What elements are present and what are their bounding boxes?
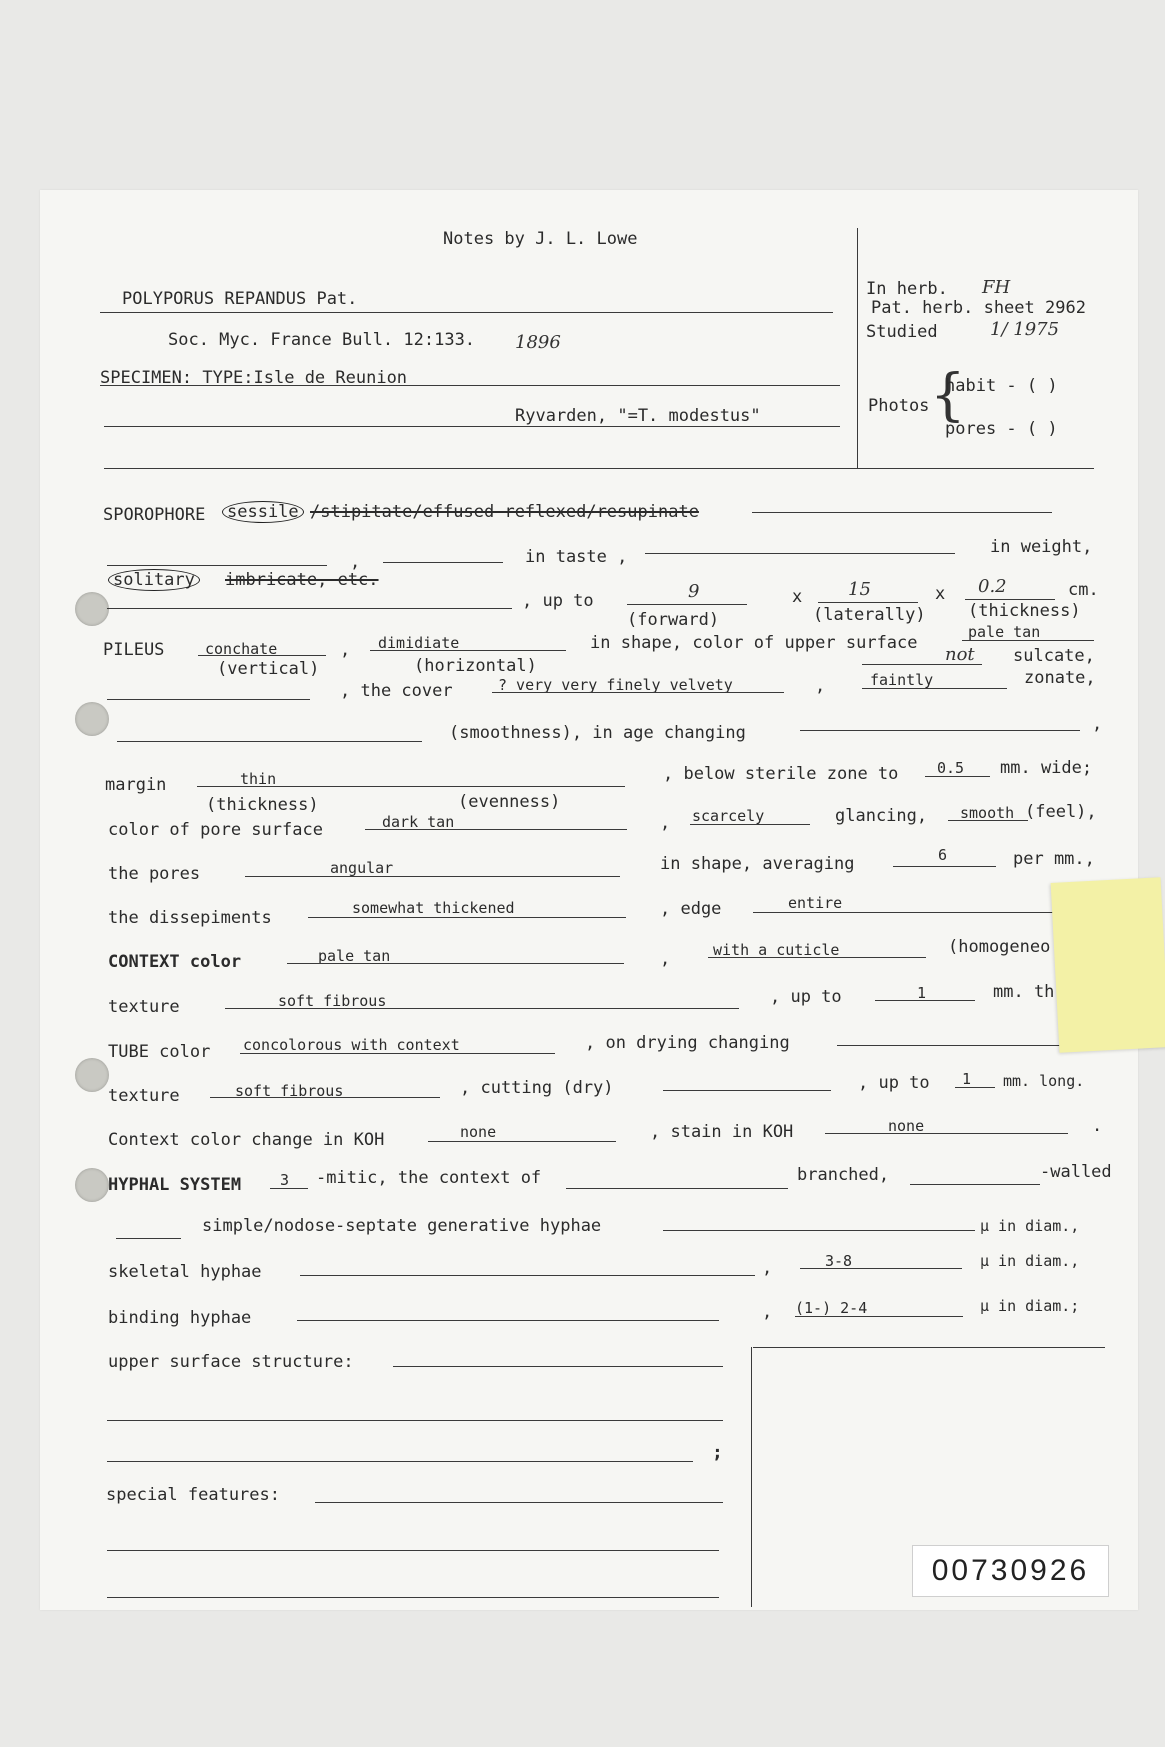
cover-value: ? very very finely velvety bbox=[498, 676, 733, 694]
photos-pores: pores - ( ) bbox=[945, 419, 1058, 439]
rule bbox=[663, 1090, 831, 1091]
rule bbox=[107, 608, 512, 609]
rule bbox=[690, 824, 810, 825]
rule bbox=[107, 1597, 719, 1598]
zonate: zonate, bbox=[1024, 668, 1096, 688]
rule bbox=[753, 912, 1058, 913]
mm-wide: mm. wide; bbox=[1000, 758, 1093, 778]
rule bbox=[315, 1502, 723, 1503]
context-texture-value: soft fibrous bbox=[278, 992, 387, 1010]
rule bbox=[837, 1045, 1067, 1046]
rule bbox=[117, 741, 422, 742]
rule bbox=[365, 829, 627, 830]
photos-habit: habit - ( ) bbox=[945, 376, 1058, 396]
rule bbox=[955, 1087, 995, 1088]
walled: -walled bbox=[1040, 1162, 1112, 1182]
solitary-struck-options: imbricate, etc. bbox=[225, 570, 379, 590]
pores-per-mm-value: 6 bbox=[938, 846, 948, 864]
skeletal-hyphae-value: 3-8 bbox=[825, 1252, 853, 1270]
context-label: CONTEXT color bbox=[108, 952, 242, 972]
comma: , bbox=[340, 640, 351, 660]
specimen-line: SPECIMEN: TYPE:Isle de Reunion bbox=[100, 368, 408, 388]
zonate-value: faintly bbox=[870, 671, 934, 689]
diam-unit: µ in diam., bbox=[980, 1252, 1080, 1270]
rule bbox=[752, 512, 1052, 513]
diam-unit: µ in diam.; bbox=[980, 1297, 1080, 1315]
photos-brace: { bbox=[930, 363, 966, 428]
koh-value: none bbox=[460, 1123, 497, 1141]
koh-label: Context color change in KOH bbox=[108, 1130, 385, 1150]
context-thickness-value: 1 bbox=[917, 984, 927, 1002]
determination: Ryvarden, "=T. modestus" bbox=[515, 406, 761, 426]
rule bbox=[862, 664, 982, 665]
sterile-zone-value: 0.5 bbox=[937, 759, 965, 777]
rule bbox=[297, 1320, 719, 1321]
pileus-horizontal-value: dimidiate bbox=[378, 634, 460, 652]
sporophore-struck-options: /stipitate/effused-reflexed/resupinate bbox=[310, 502, 699, 522]
tube-color-value: concolorous with context bbox=[243, 1036, 460, 1054]
in-herb-label: In herb. bbox=[866, 279, 948, 299]
rule bbox=[948, 820, 1028, 821]
drying-changing: , on drying changing bbox=[585, 1033, 790, 1053]
in-shape-color: in shape, color of upper surface bbox=[590, 633, 918, 653]
homogeneous: (homogeneo bbox=[948, 937, 1051, 957]
punch-hole bbox=[75, 1058, 109, 1092]
rule bbox=[962, 640, 1094, 641]
binding-hyphae-label: binding hyphae bbox=[108, 1308, 252, 1328]
edge-label: , edge bbox=[660, 899, 722, 919]
rule bbox=[663, 1230, 975, 1231]
tube-texture-value: soft fibrous bbox=[235, 1082, 344, 1100]
margin-value: thin bbox=[240, 770, 277, 788]
up-to: , up to bbox=[770, 987, 842, 1007]
times-sign: x bbox=[792, 587, 803, 607]
period: . bbox=[1092, 1116, 1103, 1136]
species-name: POLYPORUS REPANDUS Pat. bbox=[122, 289, 358, 309]
comma: , bbox=[1092, 714, 1103, 734]
rule bbox=[104, 426, 840, 427]
rule bbox=[107, 1420, 723, 1421]
solitary-selected: solitary bbox=[108, 570, 200, 590]
notes-by-title: Notes by J. L. Lowe bbox=[443, 229, 638, 249]
studied-value: 1/ 1975 bbox=[990, 319, 1060, 340]
punch-hole bbox=[75, 592, 109, 626]
notes-form-sheet bbox=[40, 190, 1138, 1610]
photos-label: Photos bbox=[868, 396, 930, 416]
studied-label: Studied bbox=[866, 322, 938, 342]
in-shape-averaging: in shape, averaging bbox=[660, 854, 855, 874]
rule bbox=[566, 1188, 788, 1189]
rule bbox=[198, 655, 326, 656]
dissepiments-value: somewhat thickened bbox=[352, 899, 515, 917]
rule bbox=[795, 1316, 963, 1317]
rule bbox=[287, 963, 624, 964]
catalog-number-label: 00730926 bbox=[912, 1545, 1109, 1597]
comma: , bbox=[350, 552, 361, 572]
rule bbox=[862, 688, 1007, 689]
mitic-context: -mitic, the context of bbox=[316, 1168, 542, 1188]
rule bbox=[645, 553, 955, 554]
laterally-label: (laterally) bbox=[813, 605, 926, 625]
header-divider bbox=[857, 228, 858, 468]
glancing: glancing, bbox=[835, 806, 928, 826]
stain-koh-label: , stain in KOH bbox=[650, 1122, 794, 1142]
rule bbox=[627, 604, 747, 605]
forward-label: (forward) bbox=[627, 610, 720, 630]
tube-color-label: TUBE color bbox=[108, 1042, 211, 1062]
in-taste: in taste , bbox=[525, 547, 628, 567]
rule bbox=[107, 1461, 693, 1462]
upper-surface-color: pale tan bbox=[968, 623, 1041, 641]
hyphal-system-label: HYPHAL SYSTEM bbox=[108, 1175, 242, 1195]
dimension-thickness: 0.2 bbox=[978, 576, 1007, 597]
punch-hole bbox=[75, 702, 109, 736]
rule bbox=[240, 1053, 555, 1054]
rule bbox=[107, 565, 327, 566]
rule bbox=[197, 786, 625, 787]
binding-hyphae-value: (1-) 2-4 bbox=[795, 1299, 868, 1317]
comma: , bbox=[815, 676, 826, 696]
cuticle-value: with a cuticle bbox=[713, 941, 840, 959]
edge-value: entire bbox=[788, 894, 843, 912]
up-to: , up to bbox=[858, 1073, 930, 1093]
rule bbox=[893, 866, 996, 867]
rule bbox=[245, 876, 620, 877]
pore-color-label: color of pore surface bbox=[108, 820, 323, 840]
up-to: , up to bbox=[522, 591, 594, 611]
pores-label: the pores bbox=[108, 864, 201, 884]
punch-hole bbox=[75, 1168, 109, 1202]
times-sign: x bbox=[935, 584, 946, 604]
comma: , bbox=[660, 813, 671, 833]
rule bbox=[965, 599, 1055, 600]
glancing-value: scarcely bbox=[692, 807, 765, 825]
mm-long: mm. long. bbox=[1003, 1072, 1085, 1090]
smoothness-age-changing: (smoothness), in age changing bbox=[449, 723, 746, 743]
rule bbox=[393, 1366, 723, 1367]
per-mm: per mm., bbox=[1013, 849, 1095, 869]
special-features: special features: bbox=[106, 1485, 280, 1505]
comma: , bbox=[762, 1258, 773, 1278]
rule bbox=[308, 917, 626, 918]
pileus-label: PILEUS bbox=[103, 640, 165, 660]
feel-value: smooth bbox=[960, 804, 1015, 822]
rule bbox=[708, 957, 926, 958]
rule bbox=[800, 730, 1080, 731]
feel: (feel), bbox=[1025, 802, 1097, 822]
dissepiments-label: the dissepiments bbox=[108, 908, 272, 928]
sporophore-selected: sessile bbox=[222, 502, 304, 522]
sporophore-label: SPOROPHORE bbox=[103, 505, 206, 525]
rule bbox=[825, 1133, 1068, 1134]
not-annotation: not bbox=[945, 644, 975, 665]
below-sterile-zone: , below sterile zone to bbox=[663, 764, 899, 784]
branched: branched, bbox=[797, 1165, 890, 1185]
rule bbox=[875, 1000, 975, 1001]
rule bbox=[225, 1008, 739, 1009]
rule bbox=[753, 1347, 1105, 1348]
rule bbox=[800, 1268, 962, 1269]
pores-shape-value: angular bbox=[330, 859, 394, 877]
lower-box-divider bbox=[751, 1347, 752, 1607]
generative-hyphae: simple/nodose-septate generative hyphae bbox=[202, 1216, 602, 1236]
cm-unit: cm. bbox=[1068, 580, 1099, 600]
comma: , bbox=[660, 949, 671, 969]
rule bbox=[116, 1238, 181, 1239]
thickness-label: (thickness) bbox=[968, 601, 1081, 621]
comma: , bbox=[762, 1302, 773, 1322]
rule bbox=[925, 776, 990, 777]
margin-label: margin bbox=[105, 775, 167, 795]
rule bbox=[210, 1097, 440, 1098]
in-weight: in weight, bbox=[990, 537, 1093, 557]
rule bbox=[100, 385, 840, 386]
margin-evenness-label: (evenness) bbox=[458, 792, 561, 812]
hyphal-system-value: 3 bbox=[280, 1171, 290, 1189]
rule bbox=[107, 1550, 719, 1551]
pat-herb-sheet: Pat. herb. sheet 2962 bbox=[871, 298, 1086, 318]
rule bbox=[370, 650, 566, 651]
rule bbox=[104, 468, 1094, 469]
rule bbox=[383, 562, 503, 563]
cutting-dry: , cutting (dry) bbox=[460, 1078, 614, 1098]
citation-year: 1896 bbox=[515, 332, 561, 353]
rule bbox=[270, 1188, 308, 1189]
horizontal-label: (horizontal) bbox=[414, 656, 537, 676]
dimension-laterally: 15 bbox=[848, 579, 871, 600]
rule bbox=[100, 312, 833, 313]
the-cover: , the cover bbox=[340, 681, 453, 701]
sticky-note bbox=[1051, 877, 1165, 1053]
vertical-label: (vertical) bbox=[217, 659, 320, 679]
dimension-forward: 9 bbox=[688, 581, 700, 602]
mm-thick: mm. th bbox=[993, 982, 1055, 1002]
tube-length-value: 1 bbox=[962, 1070, 972, 1088]
semicolon: ; bbox=[712, 1442, 723, 1463]
rule bbox=[492, 692, 784, 693]
citation: Soc. Myc. France Bull. 12:133. bbox=[168, 330, 476, 350]
rule bbox=[107, 699, 310, 700]
margin-thickness-label: (thickness) bbox=[206, 795, 319, 815]
rule bbox=[300, 1275, 755, 1276]
upper-surface-structure: upper surface structure: bbox=[108, 1352, 354, 1372]
rule bbox=[428, 1141, 616, 1142]
stain-koh-value: none bbox=[888, 1117, 925, 1135]
skeletal-hyphae-label: skeletal hyphae bbox=[108, 1262, 262, 1282]
in-herb-value: FH bbox=[982, 277, 1011, 298]
context-color-value: pale tan bbox=[318, 947, 391, 965]
pore-color-value: dark tan bbox=[382, 813, 455, 831]
diam-unit: µ in diam., bbox=[980, 1217, 1080, 1235]
rule bbox=[818, 602, 918, 603]
sulcate: sulcate, bbox=[1013, 646, 1095, 666]
rule bbox=[910, 1184, 1040, 1185]
context-texture-label: texture bbox=[108, 997, 180, 1017]
pileus-vertical-value: conchate bbox=[205, 640, 278, 658]
tube-texture-label: texture bbox=[108, 1086, 180, 1106]
